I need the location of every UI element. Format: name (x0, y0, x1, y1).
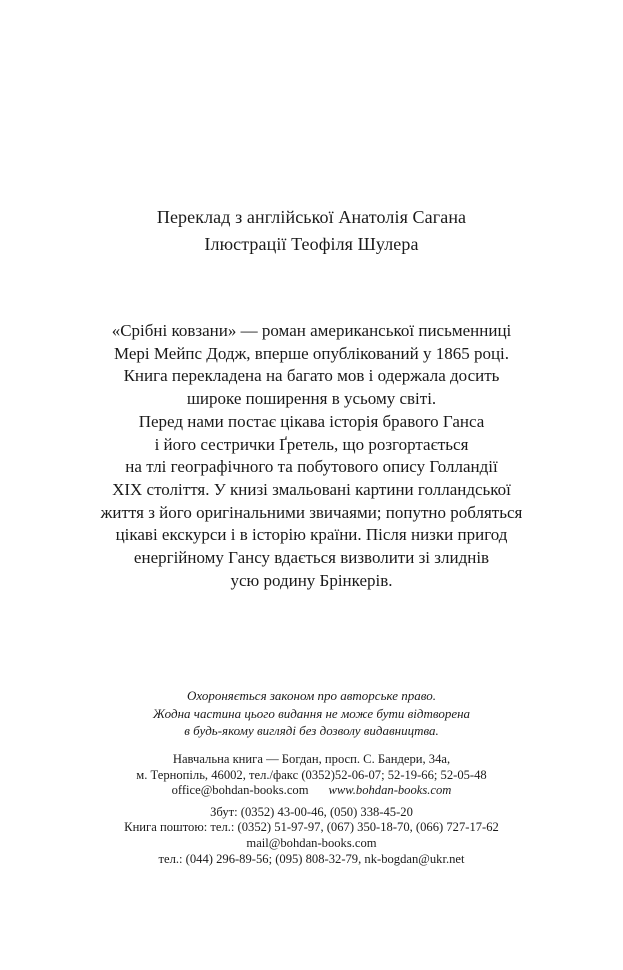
office-email-link[interactable]: office@bohdan-books.com (171, 783, 309, 798)
translator-credit: Переклад з англійської Анатолія Сагана (156, 207, 467, 227)
annotation-line: Мері Мейпс Додж, вперше опублікований у 1865 році. (113, 343, 510, 363)
annotation-line: цікаві екскурси і в історію країни. Після низки пригод (115, 525, 508, 545)
annotation-line: і його сестрички Ґретель, що розгортається (154, 434, 469, 454)
copyright-line: в будь-якому вигляді без дозволу видавництва. (184, 723, 439, 738)
annotation-line: на тлі географічного та побутового опису Голландії (125, 457, 498, 477)
annotation-line: широке поширення в усьому світі. (186, 389, 437, 409)
illustrator-credit: Ілюстрації Теофіля Шулера (204, 234, 419, 254)
publisher-city-phone: м. Тернопіль, 46002, тел./факс (0352)52-06-07; 52-19-66; 52-05-48 (136, 767, 487, 782)
sales-phones: Збут: (0352) 43-00-46, (050) 338-45-20 (210, 804, 413, 819)
book-annotation (0, 320, 623, 592)
annotation-line: усю родину Брінкерів. (230, 570, 393, 590)
annotation-line: «Срібні ковзани» — роман американської письменниці (111, 321, 512, 340)
publisher-imprint (0, 752, 623, 867)
annotation-line: Книга перекладена на багато мов і одержала досить (123, 366, 500, 386)
kyiv-contacts: тел.: (044) 296-89-56; (095) 808-32-79, nk-bogdan@ukr.net (158, 851, 465, 866)
publisher-address: Навчальна книга — Богдан, просп. С. Бандери, 34а, (172, 752, 451, 766)
website-link[interactable]: www.bohdan-books.com (328, 783, 452, 798)
annotation-line: Перед нами постає цікава історія бравого Ганса (138, 411, 485, 431)
copyright-line: Жодна частина цього видання не може бути відтворена (152, 705, 471, 721)
mail-email-link[interactable]: mail@bohdan-books.com (246, 835, 377, 850)
mail-order-phones: Книга поштою: тел.: (0352) 51-97-97, (067) 350-18-70, (066) 727-17-62 (124, 820, 499, 835)
annotation-line: життя з його оригінальними звичаями; попутно робляться (100, 502, 523, 522)
publisher-contacts (0, 783, 623, 799)
copyright-line: Охороняється законом про авторське право. (187, 688, 436, 703)
credits-block (0, 204, 623, 258)
copyright-notice (0, 687, 623, 740)
annotation-line: енергійному Гансу вдається визволити зі злиднів (133, 548, 490, 568)
annotation-line: XIX століття. У книзі змальовані картини голландської (112, 479, 511, 499)
